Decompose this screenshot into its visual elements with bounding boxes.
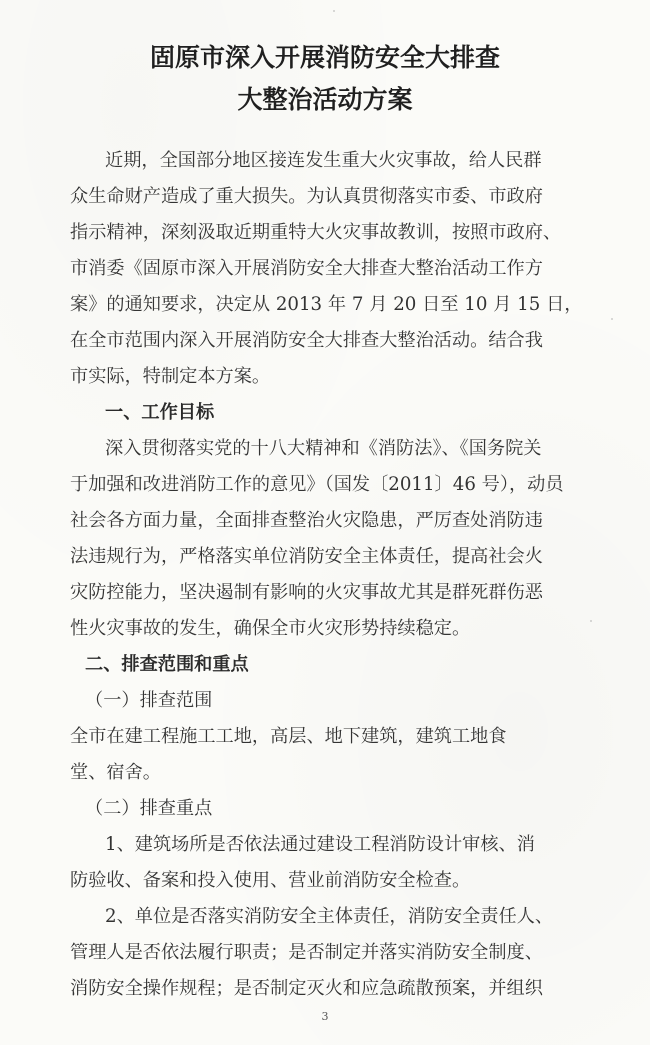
section-heading-scope-and-focus: 二、排查范围和重点 [85, 654, 249, 675]
section-heading-work-goals: 一、工作目标 [105, 402, 215, 423]
body-line: 2、单位是否落实消防安全主体责任，消防安全责任人、 [105, 906, 554, 927]
body-line: 案》的通知要求，决定从 2013 年 7 月 20 日至 10 月 15 日， [70, 294, 583, 315]
body-line: 全市在建工程施工工地，高层、地下建筑，建筑工地食 [70, 726, 507, 747]
body-line: 灾防控能力，坚决遏制有影响的火灾事故尤其是群死群伤恶 [70, 582, 543, 603]
page-number: 3 [321, 1010, 329, 1023]
subsection-heading-focus: （二）排查重点 [85, 798, 213, 819]
body-line: 堂、宿舍。 [70, 762, 161, 783]
scan-speck [611, 318, 613, 320]
body-line: 防验收、备案和投入使用、营业前消防安全检查。 [70, 870, 471, 891]
body-line: 在全市范围内深入开展消防安全大排查大整治活动。结合我 [70, 330, 543, 351]
body-line: 法违规行为，严格落实单位消防安全主体责任，提高社会火 [70, 546, 543, 567]
scan-speck [333, 10, 335, 12]
body-line: 指示精神，深刻汲取近期重特大火灾事故教训，按照市政府、 [70, 222, 562, 243]
scan-speck [590, 620, 592, 622]
body-line: 市消委《固原市深入开展消防安全大排查大整治活动工作方 [70, 258, 543, 279]
body-line: 市实际，特制定本方案。 [70, 366, 271, 387]
body-line: 1、建筑场所是否依法通过建设工程消防设计审核、消 [105, 834, 535, 855]
document-title-line-2: 大整治活动方案 [237, 85, 413, 114]
body-line: 深入贯彻落实党的十八大精神和《消防法》、《国务院关 [105, 438, 542, 459]
body-line: 社会各方面力量，全面排查整治火灾隐患，严厉查处消防违 [70, 510, 543, 531]
subsection-heading-scope: （一）排查范围 [85, 690, 213, 711]
body-line: 管理人是否依法履行职责；是否制定并落实消防安全制度、 [70, 942, 543, 963]
body-line: 于加强和改进消防工作的意见》（国发〔2011〕46 号），动员 [70, 474, 564, 495]
body-line: 众生命财产造成了重大损失。为认真贯彻落实市委、市政府 [70, 186, 543, 207]
body-line: 性火灾事故的发生，确保全市火灾形势持续稳定。 [70, 618, 471, 639]
body-line: 消防安全操作规程；是否制定灭火和应急疏散预案，并组织 [70, 978, 543, 999]
document-title-line-1: 固原市深入开展消防安全大排查 [149, 43, 500, 72]
body-line: 近期，全国部分地区接连发生重大火灾事故，给人民群 [105, 150, 542, 171]
